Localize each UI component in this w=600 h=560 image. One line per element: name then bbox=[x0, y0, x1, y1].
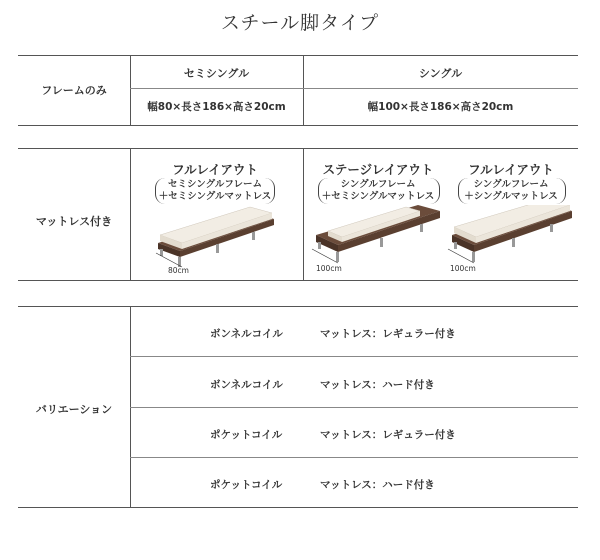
row-divider bbox=[130, 356, 578, 357]
variation-mattress: マットレス：レギュラー付き bbox=[320, 429, 456, 441]
layout-sub-frame: シングルフレーム bbox=[340, 179, 416, 190]
layout-title: ステージレイアウト bbox=[322, 162, 434, 177]
width-label: 80cm bbox=[168, 266, 189, 275]
width-label: 100cm bbox=[450, 264, 476, 273]
page-title: スチール脚タイプ bbox=[220, 12, 380, 34]
header-divider bbox=[130, 88, 578, 89]
variation-mattress: マットレス：レギュラー付き bbox=[320, 328, 456, 340]
layout-sub-mattress: ＋シングルマットレス bbox=[464, 191, 558, 202]
table-rule bbox=[18, 125, 578, 126]
layout-sub-mattress: ＋セミシングルマットレス bbox=[321, 191, 435, 202]
variation-coil: ボンネルコイル bbox=[210, 328, 283, 340]
row-label-variation: バリエーション bbox=[35, 403, 113, 416]
column-header-semi-single: セミシングル bbox=[183, 67, 250, 80]
table-rule bbox=[18, 55, 578, 56]
variation-mattress: マットレス：ハード付き bbox=[320, 479, 435, 491]
column-divider bbox=[303, 148, 304, 280]
layout-sub-frame: セミシングルフレーム bbox=[168, 179, 262, 190]
variation-coil: ボンネルコイル bbox=[210, 379, 283, 391]
row-label-frame-only: フレームのみ bbox=[41, 84, 107, 97]
row-label-with-mattress: マットレス付き bbox=[35, 215, 113, 228]
bed-illustration-full-single bbox=[446, 205, 578, 277]
table-rule bbox=[18, 280, 578, 281]
row-divider bbox=[130, 457, 578, 458]
dims-single: 幅100×長さ186×高さ20cm bbox=[367, 101, 514, 113]
column-divider bbox=[130, 148, 131, 280]
bed-illustration-full-semi-single bbox=[140, 205, 290, 277]
bed-illustration-stage bbox=[308, 205, 448, 277]
layout-sub-mattress: ＋セミシングルマットレス bbox=[158, 191, 272, 202]
row-divider bbox=[130, 407, 578, 408]
table-rule bbox=[18, 148, 578, 149]
variation-coil: ポケットコイル bbox=[210, 479, 283, 491]
layout-title: フルレイアウト bbox=[172, 162, 258, 177]
table-rule bbox=[18, 306, 578, 307]
variation-coil: ポケットコイル bbox=[210, 429, 283, 441]
layout-sub-frame: シングルフレーム bbox=[473, 179, 549, 190]
table-rule bbox=[18, 507, 578, 508]
dims-semi-single: 幅80×長さ186×高さ20cm bbox=[147, 101, 286, 113]
variation-mattress: マットレス：ハード付き bbox=[320, 379, 435, 391]
column-header-single: シングル bbox=[418, 67, 463, 80]
layout-title: フルレイアウト bbox=[468, 162, 554, 177]
width-label: 100cm bbox=[316, 264, 342, 273]
